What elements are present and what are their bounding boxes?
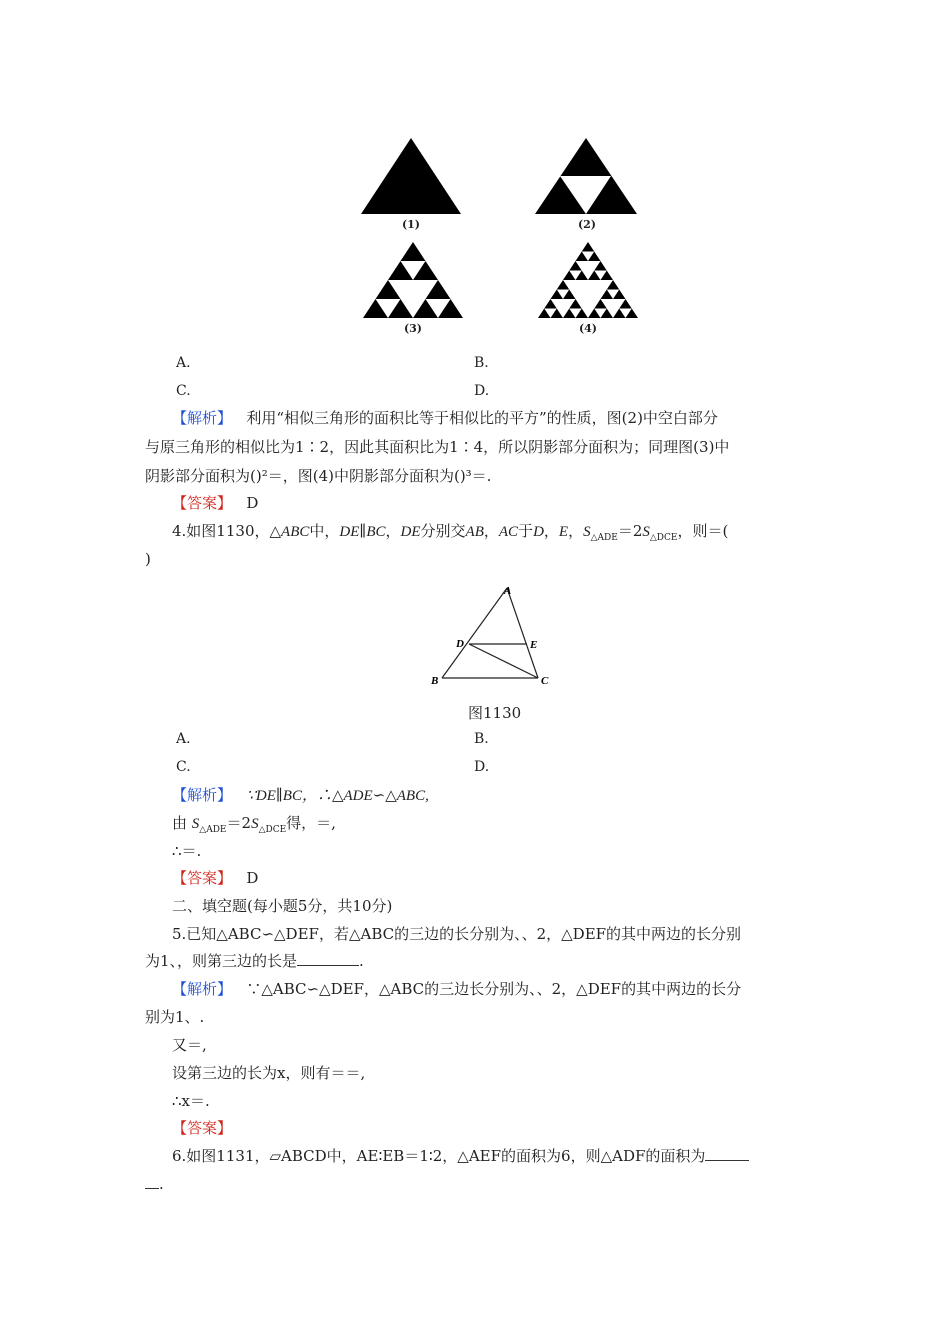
q4-figure-caption: 图1130 bbox=[468, 704, 522, 722]
q3-analysis-line1: 【解析】 利用“相似三角形的面积比等于相似比的平方”的性质，图(2)中空白部分 bbox=[172, 409, 718, 427]
label-E: E bbox=[530, 639, 538, 651]
caption-2: (2) bbox=[577, 218, 597, 231]
q3-option-b: B. bbox=[474, 355, 489, 371]
label-C: C bbox=[541, 675, 549, 687]
answer-tag: 【答案】 bbox=[172, 869, 233, 887]
answer-blank-cont[interactable] bbox=[145, 1174, 159, 1189]
q5-analysis-line1: 【解析】 ∵△ABC∽△DEF，△ABC的三边长分别为、、2，△DEF的其中两边的长分 bbox=[172, 980, 742, 998]
caption-1: (1) bbox=[401, 218, 421, 231]
q4-analysis-line1: 【解析】 ∵DE∥BC，∴△ADE∽△ABC, bbox=[172, 786, 429, 804]
q5-answer bbox=[172, 1118, 232, 1138]
q5-analysis-line4: 设第三边的长为x，则有＝＝, bbox=[172, 1064, 366, 1082]
sierpinski-figure bbox=[355, 130, 645, 345]
answer-blank[interactable] bbox=[297, 951, 359, 966]
answer-tag: 【答案】 bbox=[172, 494, 233, 512]
q4-option-c: C. bbox=[176, 759, 191, 775]
q5-stem-line2: 为1、，则第三边的长是 . bbox=[145, 952, 364, 970]
q5-analysis-line5: ∴x＝. bbox=[172, 1092, 210, 1110]
answer-blank[interactable] bbox=[705, 1146, 749, 1161]
q4-stem-line1: 4.如图1130，△ABC中，DE∥BC，DE分别交AB，AC于D，E，$S_{\triangle ADE}=2S_{\triangle DCE}$，则＝( bbox=[172, 522, 729, 543]
triangle-1 bbox=[361, 138, 461, 214]
q3-answer: 【答案】 D bbox=[172, 494, 259, 512]
q5-stem-line1: 5.已知△ABC∽△DEF，若△ABC的三边的长分别为、、2，△DEF的其中两边的长分别 bbox=[172, 925, 742, 943]
analysis-tag: 【解析】 bbox=[172, 409, 233, 427]
q3-analysis-line3: 阴影部分面积为()²＝，图(4)中阴影部分面积为()³＝. bbox=[145, 467, 492, 485]
triangle-3 bbox=[363, 242, 463, 318]
q5-analysis-line3: 又＝, bbox=[172, 1036, 207, 1054]
q4-stem-line2: ) bbox=[145, 550, 151, 568]
section-heading: 二、填空题(每小题5分，共10分) bbox=[172, 897, 393, 915]
q4-analysis-line2: 由 $S_{\triangle ADE}=2S_{\triangle DCE}$得，＝, bbox=[172, 814, 336, 835]
label-D: D bbox=[456, 638, 464, 650]
q3-option-d: D. bbox=[474, 383, 490, 399]
q4-triangle-figure bbox=[425, 580, 565, 695]
q4-option-a: A. bbox=[176, 731, 191, 747]
q4-option-b: B. bbox=[474, 731, 489, 747]
q6-stem-line1: 6.如图1131，▱ABCD中，AE∶EB＝1∶2，△AEF的面积为6，则△ADF的面积为 bbox=[172, 1146, 749, 1166]
answer-tag: 【答案】 bbox=[172, 1119, 233, 1137]
label-B: B bbox=[431, 675, 439, 687]
q5-analysis-line2: 别为1、. bbox=[145, 1008, 205, 1026]
label-A: A bbox=[504, 585, 512, 597]
caption-4: (4) bbox=[578, 322, 598, 335]
analysis-tag: 【解析】 bbox=[172, 980, 233, 998]
triangle-2 bbox=[535, 138, 637, 214]
q4-answer: 【答案】 D bbox=[172, 869, 259, 887]
q3-option-a: A. bbox=[176, 355, 191, 371]
q6-stem-line2: . bbox=[145, 1174, 164, 1194]
analysis-tag: 【解析】 bbox=[172, 786, 233, 804]
caption-3: (3) bbox=[403, 322, 423, 335]
q4-analysis-line3: ∴＝. bbox=[172, 842, 202, 860]
q4-option-d: D. bbox=[474, 759, 490, 775]
q3-option-c: C. bbox=[176, 383, 191, 399]
triangle-4 bbox=[538, 242, 638, 318]
q3-analysis-line2: 与原三角形的相似比为1∶2，因此其面积比为1∶4，所以阴影部分面积为；同理图(3)中 bbox=[145, 438, 730, 456]
